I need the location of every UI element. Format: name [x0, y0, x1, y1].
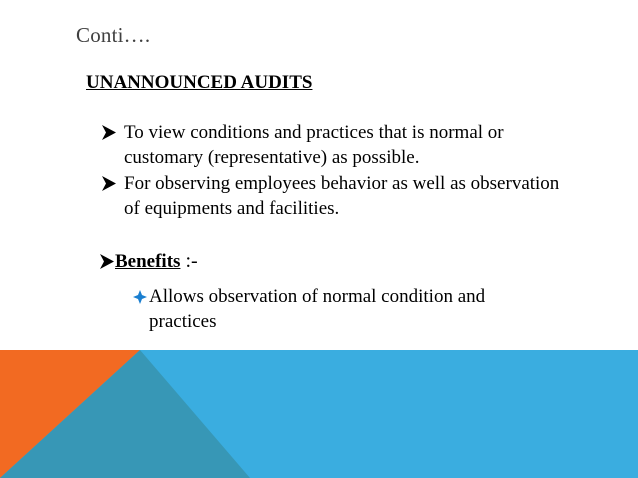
- bullet-item: [102, 171, 572, 221]
- benefits-label: Benefits: [115, 251, 181, 272]
- arrow-bullet-icon: [102, 171, 120, 191]
- bullet-item: [102, 120, 572, 170]
- benefits-bullet: [100, 249, 198, 274]
- slide-title: Conti….: [76, 23, 151, 47]
- bullet-text: To view conditions and practices that is normal or customary (representative) as possible.: [124, 122, 504, 168]
- benefits-separator: :-: [185, 250, 198, 272]
- diamond-bullet-icon: [133, 284, 148, 304]
- sub-bullet-item: [133, 284, 553, 334]
- footer-decoration: [0, 350, 638, 478]
- arrow-bullet-icon: [100, 249, 115, 269]
- section-heading: UNANNOUNCED AUDITS: [86, 72, 313, 93]
- bullet-text: For observing employees behavior as well as observation of equipments and facilities.: [124, 173, 560, 219]
- sub-bullet-text: Allows observation of normal condition and practices: [149, 286, 486, 332]
- arrow-bullet-icon: [102, 120, 120, 140]
